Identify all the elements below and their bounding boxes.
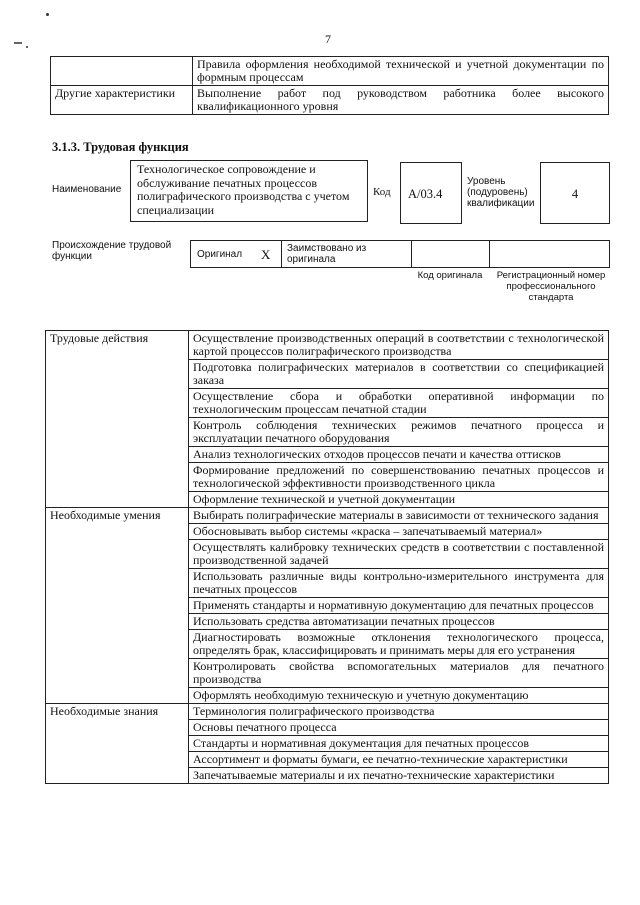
table-cell: Диагностировать возможные отклонения технологического процесса, определять брак, классифицировать и принимать меры для его устранения — [189, 630, 609, 659]
table-row — [46, 508, 609, 524]
table-cell: Использовать средства автоматизации печатных процессов — [189, 614, 609, 630]
function-code: А/03.4 — [400, 162, 462, 224]
section-label: Необходимые умения — [46, 508, 189, 704]
scan-speck — [14, 42, 22, 44]
table-cell: Выполнение работ под руководством работника более высокого квалификационного уровня — [193, 86, 609, 115]
table-cell: Основы печатного процесса — [189, 720, 609, 736]
table-cell: Оформлять необходимую техническую и учетную документацию — [189, 688, 609, 704]
table-cell: Другие характеристики — [51, 86, 193, 115]
table-cell: Правила оформления необходимой технической и учетной документации по формным процессам — [193, 57, 609, 86]
table-cell: Оформление технической и учетной документации — [189, 492, 609, 508]
table-cell: Осуществлять калибровку технических средств в соответствии с поставленной производственной задачей — [189, 540, 609, 569]
section-title: 3.1.3. Трудовая функция — [52, 140, 189, 154]
main-table — [45, 330, 609, 784]
name-label: Наименование — [52, 184, 122, 195]
reg-caption: Регистрационный номер профессионального стандарта — [496, 270, 606, 303]
code-caption: Код оригинала — [417, 270, 483, 281]
table-row — [51, 86, 609, 115]
table-cell: Подготовка полиграфических материалов в соответствии со спецификацией заказа — [189, 360, 609, 389]
top-table — [50, 56, 609, 115]
table-cell: Ассортимент и форматы бумаги, ее печатно-технические характеристики — [189, 752, 609, 768]
level-label: Уровень (подуровень) квалификации — [467, 176, 535, 209]
function-name: Технологическое сопровождение и обслуживание печатных процессов полиграфического производства с учетом специализации — [130, 160, 368, 222]
divider — [489, 240, 490, 268]
table-cell: Формирование предложений по совершенствованию печатных процессов и технологической эффективности производственного цикла — [189, 463, 609, 492]
table-cell — [51, 57, 193, 86]
table-cell: Контролировать свойства вспомогательных материалов для печатного производства — [189, 659, 609, 688]
section-label: Трудовые действия — [46, 331, 189, 508]
scan-speck — [26, 46, 28, 48]
original-mark: X — [261, 247, 271, 262]
level-value: 4 — [540, 162, 610, 224]
page-number: 7 — [325, 32, 331, 46]
table-cell: Контроль соблюдения технических режимов печатного процесса и эксплуатации печатного оборудования — [189, 418, 609, 447]
section-label: Необходимые знания — [46, 704, 189, 784]
table-cell: Анализ технологических отходов процессов печати и качества оттисков — [189, 447, 609, 463]
table-row — [46, 331, 609, 360]
original-label: Оригинал — [197, 249, 243, 260]
table-cell: Осуществление производственных операций в соответствии с технологической картой процессов полиграфического производства — [189, 331, 609, 360]
divider — [281, 240, 282, 268]
divider — [411, 240, 412, 268]
table-row — [46, 704, 609, 720]
table-cell: Запечатываемые материалы и их печатно-технические характеристики — [189, 768, 609, 784]
table-row — [51, 57, 609, 86]
borrowed-label: Заимствовано из оригинала — [287, 243, 367, 265]
origin-row — [190, 240, 610, 268]
table-cell: Применять стандарты и нормативную документацию для печатных процессов — [189, 598, 609, 614]
table-cell: Терминология полиграфического производства — [189, 704, 609, 720]
table-cell: Стандарты и нормативная документация для печатных процессов — [189, 736, 609, 752]
table-cell: Осуществление сбора и обработки оперативной информации по технологическим процессам печатной стадии — [189, 389, 609, 418]
code-label: Код — [373, 186, 391, 198]
table-cell: Использовать различные виды контрольно-измерительного инструмента для печатных процессов — [189, 569, 609, 598]
table-cell: Выбирать полиграфические материалы в зависимости от технического задания — [189, 508, 609, 524]
origin-label: Происхождение трудовой функции — [52, 240, 172, 262]
scan-speck — [46, 13, 49, 16]
table-cell: Обосновывать выбор системы «краска – запечатываемый материал» — [189, 524, 609, 540]
